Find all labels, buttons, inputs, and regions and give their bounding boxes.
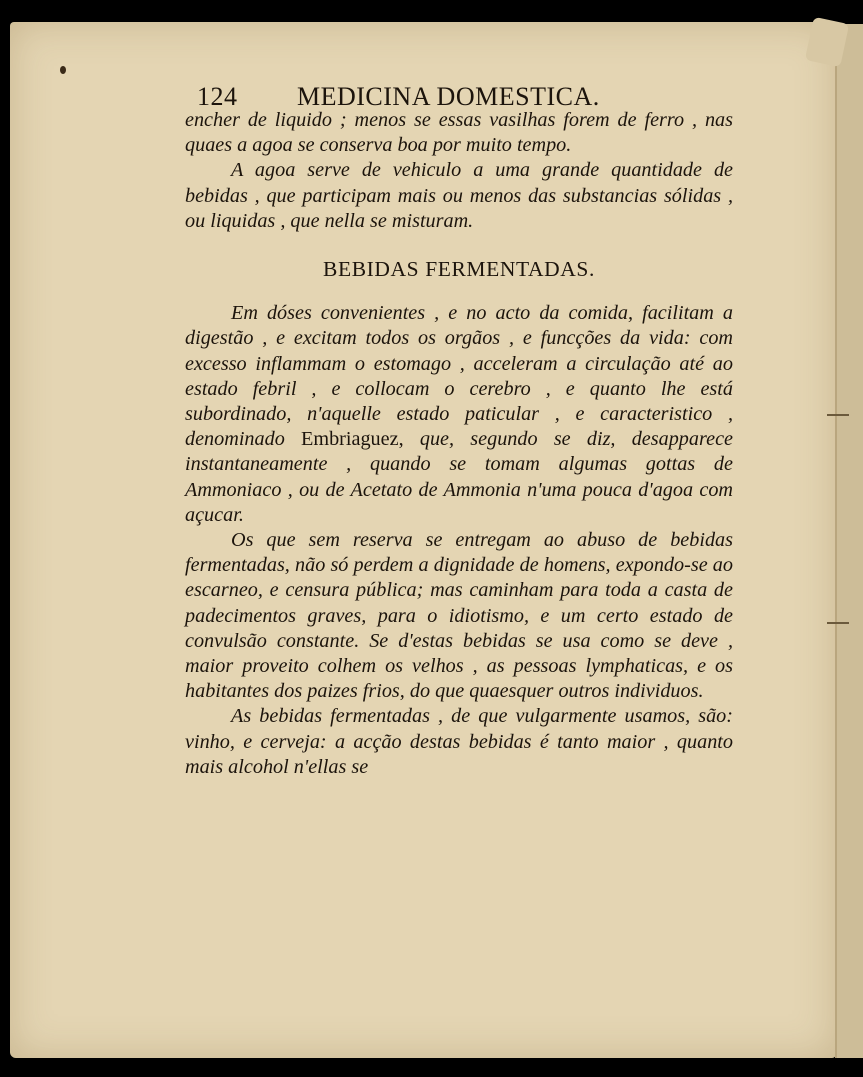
- term-embriaguez: Embriaguez,: [301, 428, 404, 451]
- section-heading: BEBIDAS FERMENTADAS.: [323, 257, 595, 282]
- page-edge: [835, 24, 863, 1058]
- paragraph: encher de liquido ; menos se essas vasilhas forem de ferro , nas quaes a agoa se conserva boa por muito tempo.: [185, 109, 733, 157]
- paragraph: As bebidas fermentadas , de que vulgarmente usamos, são: vinho, e cerveja: a acção destas bebidas é tanto maior , quanto mais alcohol n'ellas se: [185, 705, 733, 778]
- running-title: MEDICINA DOMESTICA.: [297, 82, 600, 111]
- paragraph-text: Em dóses convenientes , e no acto da comida, facilitam a digestão , e excitam todos os orgãos , e funcções da vida: com excesso inflammam o estomago , acceleram a circulação até ao estado febril , e collocam o cerebro , e quanto lhe está subordinado, n'aquelle estado paticular , e caracteristico , denominado: [185, 302, 733, 451]
- ink-spot: [60, 66, 66, 74]
- page-number: 124: [197, 82, 238, 111]
- body-text: [185, 108, 733, 780]
- paragraph: A agoa serve de vehiculo a uma grande quantidade de bebidas , que participam mais ou menos das substancias sólidas , ou liquidas , que nella se misturam.: [185, 159, 733, 232]
- paragraph-text: que, segundo se diz, desapparece instantaneamente , quando se tomam algumas gottas de Ammoniaco , ou de Acetato de Ammonia n'uma pouca d'agoa com açucar.: [185, 428, 733, 526]
- paragraph: [185, 301, 733, 528]
- edge-mark: [827, 414, 849, 416]
- paragraph: Os que sem reserva se entregam ao abuso de bebidas fermentadas, não só perdem a dignidade de homens, expondo-se ao escarneo, e censura pública; mas caminham para toda a casta de padecimentos graves, para o idiotismo, e um certo estado de convulsão constante. Se d'estas bebidas se usa como se deve , maior proveito colhem os velhos , as pessoas lymphaticas, e os habitantes dos paizes frios, do que quaesquer outros individuos.: [185, 529, 733, 703]
- edge-mark: [827, 622, 849, 624]
